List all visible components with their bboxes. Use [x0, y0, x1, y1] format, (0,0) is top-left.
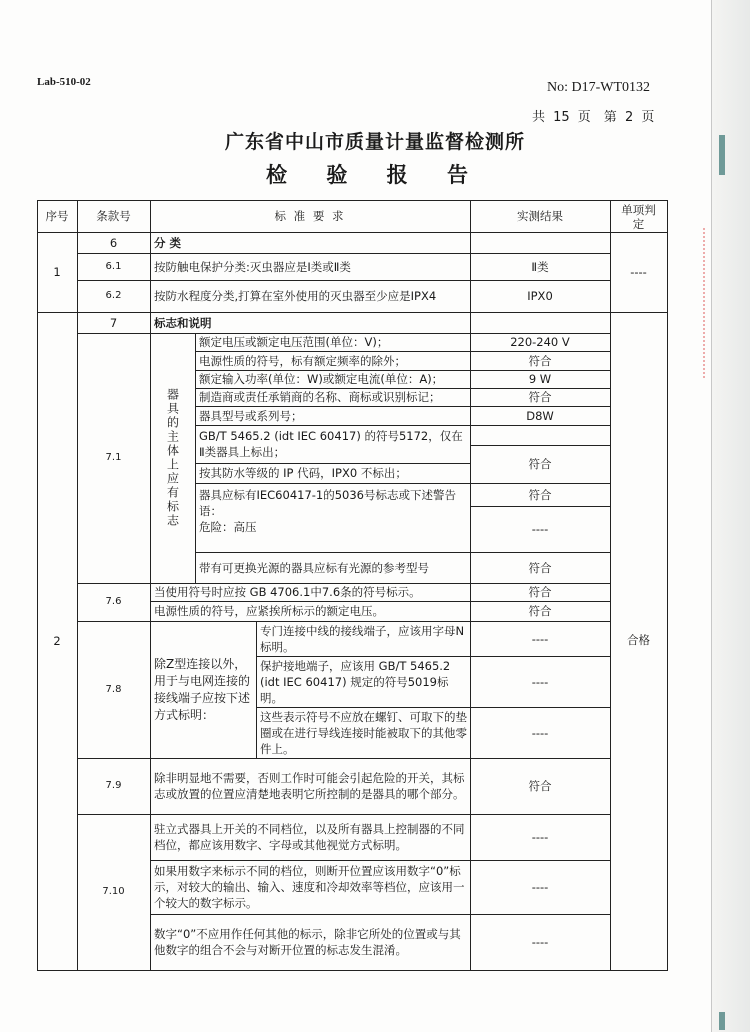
requirement-text: 当使用符号时应按 GB 4706.1中7.6条的符号标示。: [154, 585, 421, 599]
requirement-text: 带有可更换光源的器具应标有光源的参考型号: [199, 560, 429, 575]
result-value: 符合: [528, 353, 552, 368]
clause-7-9: 7.9: [105, 780, 122, 791]
clause-6: 6: [109, 235, 118, 250]
result-value: ----: [531, 880, 549, 894]
result-value: 9 W: [528, 372, 552, 386]
sublabel-7-1: [150, 333, 195, 583]
clause-7-10: 7.10: [102, 886, 125, 897]
result-value: 符合: [528, 604, 552, 618]
header-clause: 条款号: [96, 209, 131, 223]
requirement-text: GB/T 5465.2 (idt IEC 60417) 的符号5172，仅在Ⅱ类器具上标出；: [199, 429, 463, 459]
header-seq: 序号: [45, 209, 69, 223]
result-value: 符合: [528, 779, 552, 793]
result-value: 符合: [528, 560, 552, 575]
header-result: 实测结果: [517, 209, 563, 223]
verdict-2: [610, 312, 667, 970]
requirement-text: 按防水程度分类,打算在室外使用的灭虫器至少应是IPX4: [154, 289, 437, 303]
section-title-classification: 分 类: [154, 235, 182, 250]
lab-code: Lab-510-02: [37, 76, 91, 88]
requirement-text: 这些表示符号不应放在螺钉、可取下的垫圈或在进行导线连接时能被取下的其他零件上。: [260, 709, 467, 756]
clause-6-2: 6.2: [105, 290, 122, 301]
inspection-table: [37, 200, 667, 970]
result-value: ----: [531, 725, 549, 740]
result-value: ----: [531, 631, 549, 646]
seq-2: 2: [53, 634, 61, 648]
header-requirement: 标 准 要 求: [274, 209, 346, 223]
page-edge: [712, 0, 750, 1032]
report-number: No: D17-WT0132: [547, 80, 651, 95]
institution-name: 广东省中山市质量计量监督检测所: [224, 131, 525, 153]
requirement-text: 按其防水等级的 IP 代码，IPX0 不标出；: [199, 466, 407, 480]
verdict-2-text: 合格: [627, 633, 650, 647]
requirement-text: 按防触电保护分类:灭虫器应是Ⅰ类或Ⅱ类: [154, 259, 351, 274]
result-value: 220-240 V: [510, 335, 570, 349]
result-value: Ⅱ类: [531, 259, 549, 274]
result-value: 符合: [528, 487, 552, 502]
result-value: IPX0: [527, 289, 553, 303]
requirement-text: 器具型号或系列号；: [199, 408, 303, 423]
section-title-marking: 标志和说明: [154, 315, 212, 330]
requirement-text: 驻立式器具上开关的不同档位，以及所有器具上控制器的不同档位，都应该用数字、字母或其他视觉方式标明。: [154, 822, 465, 852]
result-value: D8W: [526, 408, 554, 423]
page-info: 共 15 页 第 2 页: [532, 110, 655, 125]
sublabel-7-1-text: 器具的主体上应有标志: [165, 388, 180, 528]
document-title: 检 验 报 告: [266, 163, 484, 187]
requirement-text: 保护接地端子，应该用 GB/T 5465.2 (idt IEC 60417) 规定的符号5019标明。: [260, 658, 451, 705]
seal-stamp: [703, 228, 743, 378]
requirement-text: 额定电压或额定电压范围(单位：V)；: [199, 335, 389, 349]
clause-7: 7: [109, 315, 118, 330]
sublabel-7-8: 除Z型连接以外，用于与电网连接的接线端子应按下述方式标明：: [154, 656, 251, 722]
requirement-text: 专门连接中线的接线端子，应该用字母N标明。: [260, 623, 465, 654]
result-value: ----: [531, 830, 549, 844]
requirement-text: 制造商或责任承销商的名称、商标或识别标记；: [199, 390, 441, 404]
requirement-text: 如果用数字来标示不同的档位，则断开位置应该用数字“0”标示，对较大的输出、输入、速度和冷却效率等档位，应该用一个较大的数字标示。: [154, 864, 465, 910]
requirement-text: 额定输入功率(单位：W)或额定电流(单位：A)；: [199, 372, 444, 386]
clause-6-1: 6.1: [105, 260, 122, 272]
result-value: ----: [531, 522, 549, 536]
clause-7-6: 7.6: [105, 596, 122, 607]
result-value: 符合: [528, 390, 552, 404]
clause-7-1: 7.1: [105, 452, 122, 463]
requirement-text: 器具应标有IEC60417-1的5036号标志或下述警告语： 危险：高压: [199, 488, 457, 534]
result-value: 符合: [528, 585, 552, 599]
requirement-text: 电源性质的符号，标有额定频率的除外；: [199, 353, 406, 368]
seq-1: 1: [53, 265, 61, 279]
result-value: ----: [531, 674, 549, 689]
result-value: 符合: [528, 457, 552, 471]
requirement-text: 除非明显地不需要，否则工作时可能会引起危险的开关，其标志或放置的位置应清楚地表明它所控制的是器具的哪个部分。: [154, 771, 465, 801]
requirement-text: 数字“0”不应用作任何其他的标示，除非它所处的位置或与其他数字的组合不会与对断开位置的标志发生混淆。: [154, 927, 461, 957]
requirement-text: 电源性质的符号，应紧挨所标示的额定电压。: [154, 604, 384, 618]
clause-7-8: 7.8: [105, 683, 122, 695]
verdict-1: ----: [630, 265, 647, 279]
header-verdict: 单项判定: [621, 203, 656, 231]
edge-tab-mark: [719, 1012, 725, 1030]
page-edge-line: [711, 0, 712, 1032]
result-value: ----: [531, 935, 549, 949]
